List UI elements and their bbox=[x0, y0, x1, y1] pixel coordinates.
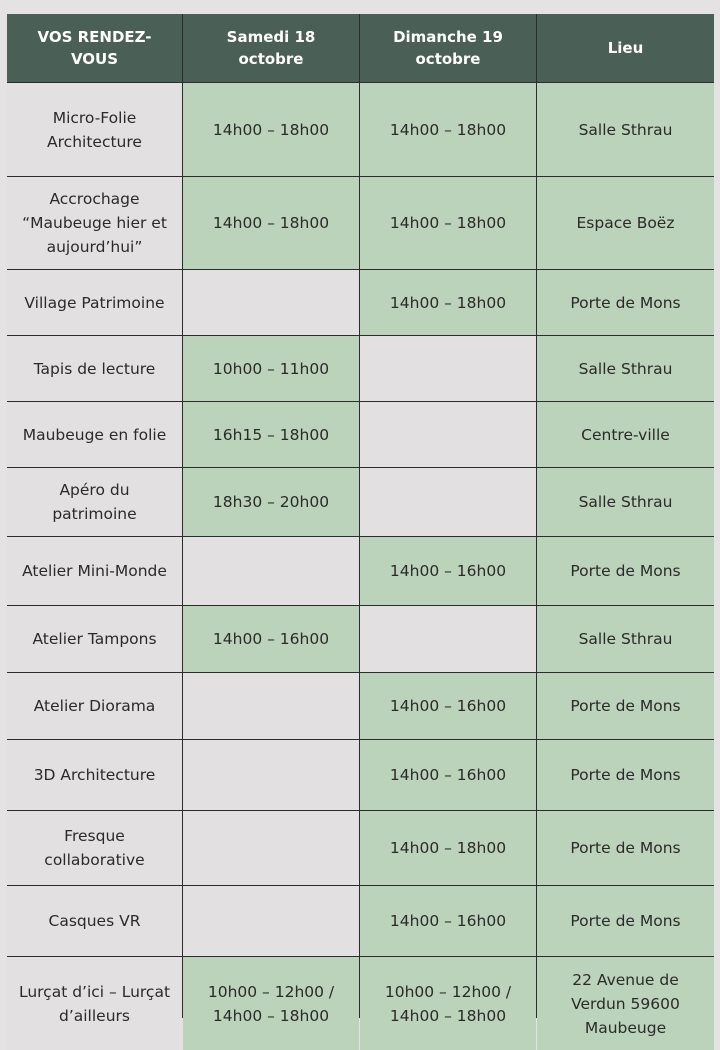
sunday-time bbox=[360, 402, 536, 467]
place-name: Porte de Mons bbox=[537, 673, 714, 739]
sunday-time: 14h00 – 16h00 bbox=[360, 537, 536, 605]
header-activity: VOS RENDEZ- VOUS bbox=[7, 14, 182, 82]
place-name: Salle Sthrau bbox=[537, 468, 714, 536]
sunday-time: 14h00 – 16h00 bbox=[360, 886, 536, 956]
sunday-time: 14h00 – 18h00 bbox=[360, 270, 536, 335]
sunday-time: 14h00 – 16h00 bbox=[360, 673, 536, 739]
place-name: Porte de Mons bbox=[537, 886, 714, 956]
place-name: Salle Sthrau bbox=[537, 606, 714, 672]
place-name: Salle Sthrau bbox=[537, 83, 714, 176]
saturday-time: 16h15 – 18h00 bbox=[183, 402, 359, 467]
schedule-table bbox=[7, 14, 714, 1037]
place-name: Porte de Mons bbox=[537, 537, 714, 605]
activity-name: Micro-Folie Architecture bbox=[7, 83, 182, 176]
place-name: Espace Boëz bbox=[537, 177, 714, 269]
activity-name: Lurçat d’ici – Lurçat d’ailleurs bbox=[7, 957, 182, 1050]
header-place: Lieu bbox=[537, 14, 714, 82]
sunday-time: 14h00 – 16h00 bbox=[360, 740, 536, 810]
schedule-grid bbox=[7, 14, 714, 1037]
place-name: Porte de Mons bbox=[537, 811, 714, 885]
saturday-time: 10h00 – 12h00 / 14h00 – 18h00 bbox=[183, 957, 359, 1050]
saturday-time bbox=[183, 740, 359, 810]
header-sunday: Dimanche 19 octobre bbox=[360, 14, 536, 82]
saturday-time: 14h00 – 18h00 bbox=[183, 177, 359, 269]
sunday-time: 10h00 – 12h00 / 14h00 – 18h00 bbox=[360, 957, 536, 1050]
activity-name: 3D Architecture bbox=[7, 740, 182, 810]
activity-name: Accrochage “Maubeuge hier et aujourd’hui” bbox=[7, 177, 182, 269]
sunday-time: 14h00 – 18h00 bbox=[360, 811, 536, 885]
activity-name: Tapis de lecture bbox=[7, 336, 182, 401]
activity-name: Casques VR bbox=[7, 886, 182, 956]
header-saturday: Samedi 18 octobre bbox=[183, 14, 359, 82]
sunday-time: 14h00 – 18h00 bbox=[360, 177, 536, 269]
activity-name: Atelier Diorama bbox=[7, 673, 182, 739]
sunday-time bbox=[360, 468, 536, 536]
place-name: Porte de Mons bbox=[537, 740, 714, 810]
saturday-time: 14h00 – 16h00 bbox=[183, 606, 359, 672]
sunday-time bbox=[360, 336, 536, 401]
sunday-time bbox=[360, 606, 536, 672]
activity-name: Atelier Tampons bbox=[7, 606, 182, 672]
activity-name: Apéro du patrimoine bbox=[7, 468, 182, 536]
saturday-time: 14h00 – 18h00 bbox=[183, 83, 359, 176]
place-name: 22 Avenue de Verdun 59600 Maubeuge bbox=[537, 957, 714, 1050]
saturday-time bbox=[183, 886, 359, 956]
place-name: Salle Sthrau bbox=[537, 336, 714, 401]
saturday-time: 18h30 – 20h00 bbox=[183, 468, 359, 536]
sunday-time: 14h00 – 18h00 bbox=[360, 83, 536, 176]
saturday-time bbox=[183, 811, 359, 885]
saturday-time bbox=[183, 270, 359, 335]
activity-name: Fresque collaborative bbox=[7, 811, 182, 885]
place-name: Centre-ville bbox=[537, 402, 714, 467]
activity-name: Maubeuge en folie bbox=[7, 402, 182, 467]
place-name: Porte de Mons bbox=[537, 270, 714, 335]
activity-name: Atelier Mini-Monde bbox=[7, 537, 182, 605]
saturday-time bbox=[183, 537, 359, 605]
saturday-time: 10h00 – 11h00 bbox=[183, 336, 359, 401]
saturday-time bbox=[183, 673, 359, 739]
activity-name: Village Patrimoine bbox=[7, 270, 182, 335]
